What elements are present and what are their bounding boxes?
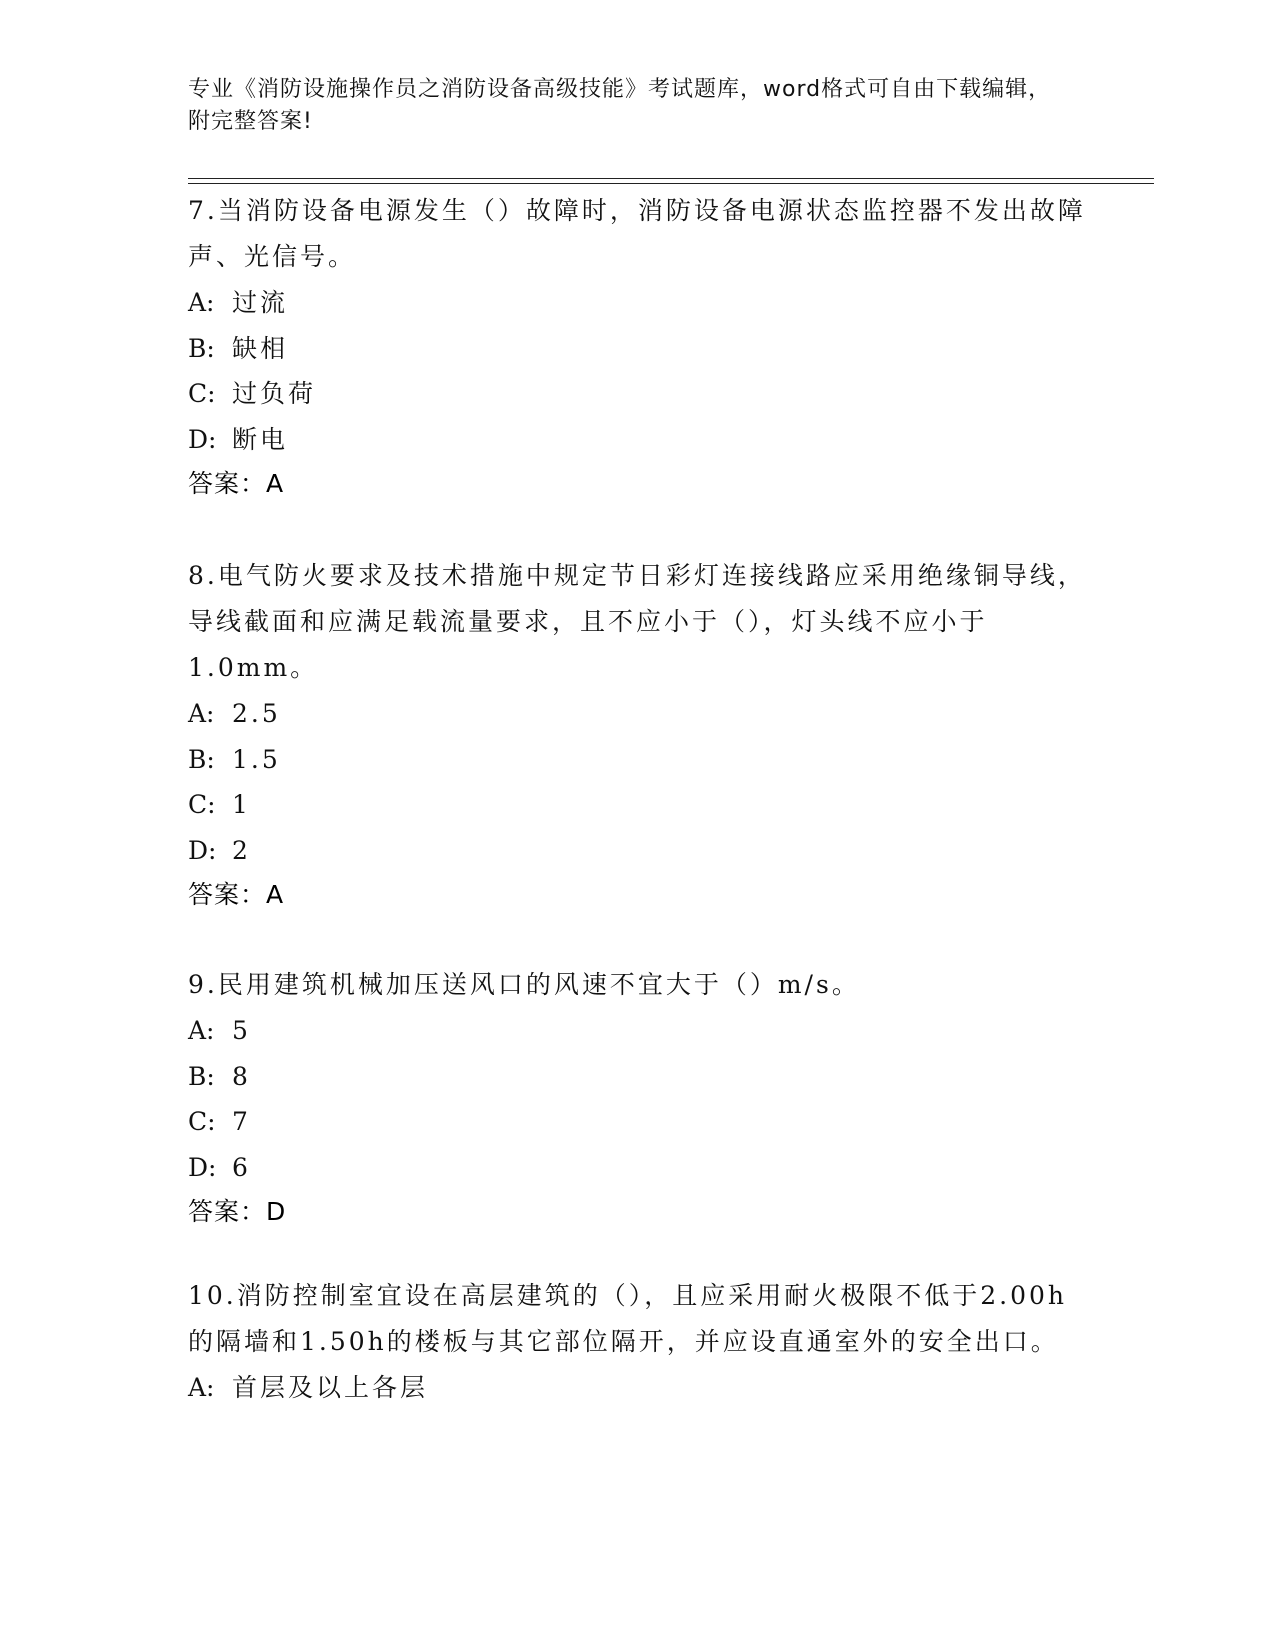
- document-header: 专业《消防设施操作员之消防设备高级技能》考试题库，word格式可自由下载编辑，附完整答案!: [188, 77, 1052, 134]
- option-text: 2: [232, 835, 251, 865]
- option-label: B:: [188, 1061, 215, 1091]
- question-7: [188, 188, 1088, 506]
- option-text: 首层及以上各层: [232, 1373, 429, 1402]
- option-text: 断电: [232, 424, 289, 454]
- option-a: [188, 1365, 1088, 1411]
- option-text: 过负荷: [232, 379, 317, 408]
- question-stem: 8.电气防火要求及技术措施中规定节日彩灯连接线路应采用绝缘铜导线，导线截面和应满足载流量要求，且不应小于（），灯头线不应小于1.0mm。: [188, 561, 1086, 682]
- option-label: A:: [188, 699, 215, 728]
- header-divider-top: [188, 178, 1154, 179]
- option-d: [188, 1145, 1088, 1191]
- option-c: [188, 371, 1088, 417]
- header-divider-bottom: [188, 183, 1154, 184]
- option-label: C:: [188, 1107, 216, 1136]
- option-a: [188, 1008, 1088, 1054]
- option-text: 7: [232, 1107, 251, 1136]
- option-c: [188, 1099, 1088, 1145]
- option-label: C:: [188, 790, 216, 819]
- option-text: 2.5: [232, 699, 281, 728]
- question-8: [188, 553, 1088, 917]
- question-10: [188, 1273, 1088, 1411]
- question-stem: 9.民用建筑机械加压送风口的风速不宜大于（）m/s。: [188, 970, 860, 999]
- option-label: A:: [188, 1373, 215, 1402]
- option-c: [188, 782, 1088, 828]
- option-a: [188, 691, 1088, 737]
- option-b: [188, 1054, 1088, 1100]
- option-label: D:: [188, 1152, 217, 1182]
- option-text: 1: [232, 790, 251, 819]
- option-label: A:: [188, 288, 215, 317]
- option-d: [188, 417, 1088, 463]
- option-a: [188, 280, 1088, 326]
- question-stem: 10.消防控制室宜设在高层建筑的（），且应采用耐火极限不低于2.00h的隔墙和1.50h的楼板与其它部位隔开，并应设直通室外的安全出口。: [188, 1281, 1068, 1356]
- option-b: [188, 737, 1088, 783]
- option-text: 缺相: [232, 333, 289, 363]
- option-text: 5: [232, 1016, 251, 1045]
- answer: 答案：A: [188, 469, 285, 498]
- option-b: [188, 326, 1088, 372]
- answer: 答案：D: [188, 1197, 287, 1226]
- question-stem: 7.当消防设备电源发生（）故障时，消防设备电源状态监控器不发出故障声、光信号。: [188, 196, 1086, 271]
- question-9: [188, 962, 1088, 1234]
- option-label: B:: [188, 333, 215, 363]
- option-text: 过流: [232, 288, 289, 317]
- option-label: D:: [188, 424, 217, 454]
- option-label: C:: [188, 379, 216, 408]
- option-text: 1.5: [232, 744, 281, 774]
- option-text: 6: [232, 1152, 251, 1182]
- option-label: B:: [188, 744, 215, 774]
- option-d: [188, 828, 1088, 874]
- option-text: 8: [232, 1061, 251, 1091]
- answer: 答案：A: [188, 880, 285, 909]
- option-label: D:: [188, 835, 217, 865]
- option-label: A:: [188, 1016, 215, 1045]
